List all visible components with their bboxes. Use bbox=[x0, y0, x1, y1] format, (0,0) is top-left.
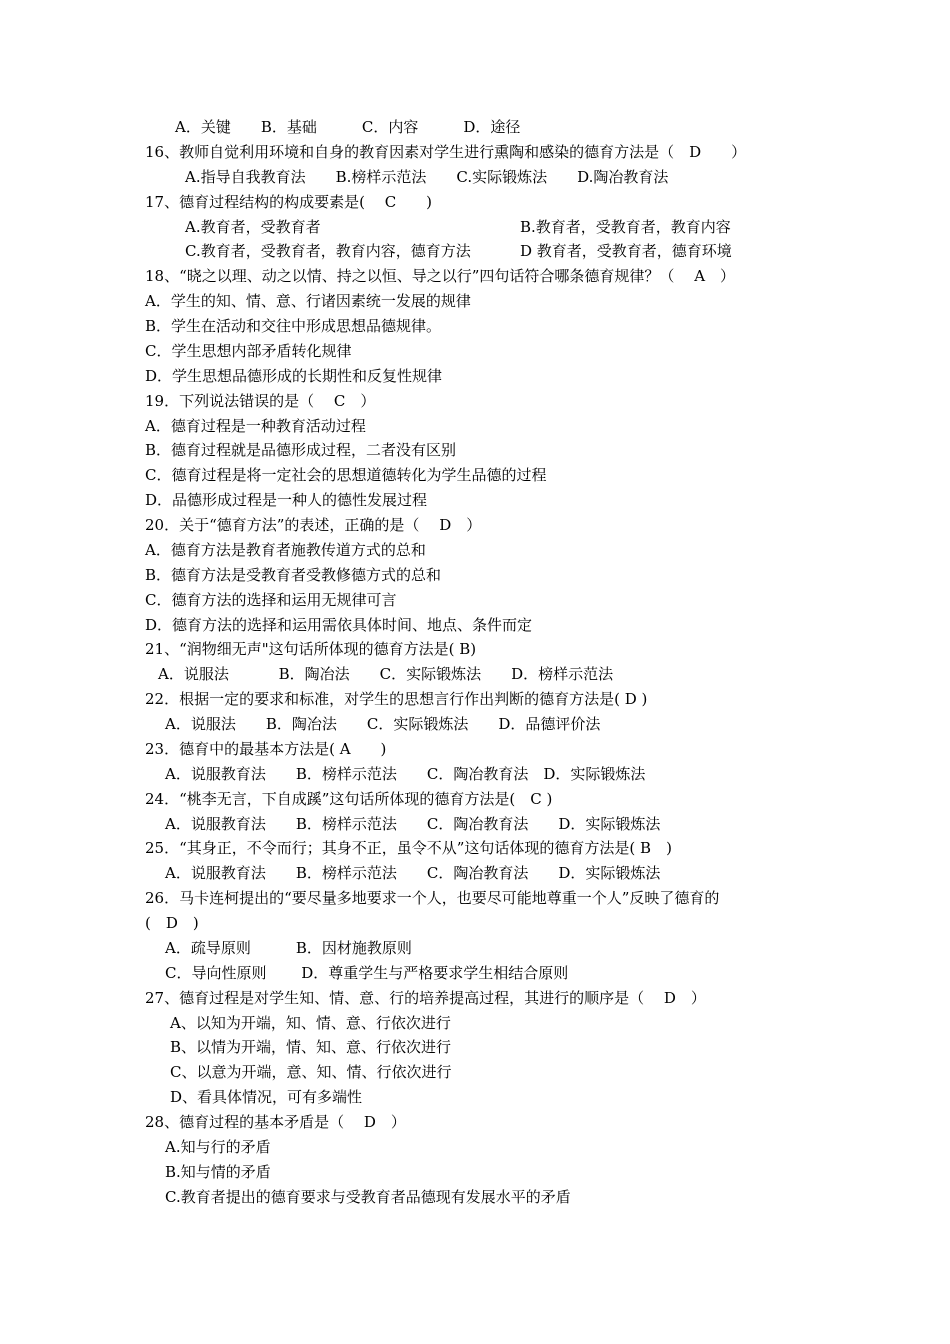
q20-stem: 20．关于“德育方法”的表述，正确的是（ D ） bbox=[145, 516, 482, 534]
q17-options-row2 bbox=[145, 239, 825, 264]
q19-option-c: C．德育过程是将一定社会的思想道德转化为学生品德的过程 bbox=[145, 466, 547, 485]
q15-options: A．关键 B．基础 C．内容 D．途径 bbox=[175, 118, 521, 136]
q24-stem: 24．“桃李无言，下自成蹊”这句话所体现的德育方法是( C ) bbox=[145, 789, 553, 808]
q23-options: A．说服教育法 B．榜样示范法 C．陶冶教育法 D．实际锻炼法 bbox=[165, 764, 646, 783]
q28-option-c: C.教育者提出的德育要求与受教育者品德现有发展水平的矛盾 bbox=[165, 1187, 571, 1206]
q17-option-c: C.教育者，受教育者，教育内容，德育方法 bbox=[185, 242, 471, 261]
q17-option-a: A.教育者，受教育者 bbox=[185, 217, 321, 236]
q20-option-c: C．德育方法的选择和运用无规律可言 bbox=[145, 590, 397, 609]
q27-option-a: A、以知为开端，知、情、意、行依次进行 bbox=[170, 1013, 451, 1032]
q24-options: A．说服教育法 B．榜样示范法 C．陶冶教育法 D．实际锻炼法 bbox=[165, 814, 661, 833]
q19-option-d: D．品德形成过程是一种人的德性发展过程 bbox=[145, 491, 428, 510]
q27-option-c: C、以意为开端，意、知、情、行依次进行 bbox=[170, 1063, 452, 1082]
q21-stem: 21、“润物细无声"这句话所体现的德育方法是( B) bbox=[145, 640, 477, 659]
q27-stem: 27、德育过程是对学生知、情、意、行的培养提高过程，其进行的顺序是（ D ） bbox=[145, 988, 706, 1007]
q27-option-b: B、以情为开端，情、知、意、行依次进行 bbox=[170, 1038, 452, 1057]
page-content bbox=[145, 115, 825, 1210]
q19-option-b: B．德育过程就是品德形成过程，二者没有区别 bbox=[145, 441, 457, 460]
q19-option-a: A．德育过程是一种教育活动过程 bbox=[145, 416, 366, 435]
q27-option-d: D、看具体情况，可有多端性 bbox=[170, 1088, 363, 1107]
q19-stem: 19．下列说法错误的是（ C ） bbox=[145, 391, 376, 410]
q25-stem: 25．“其身正，不令而行；其身不正，虽令不从”这句话体现的德育方法是( B ) bbox=[145, 839, 672, 858]
q26-stem: 26．马卡连柯提出的“要尽量多地要求一个人，也要尽可能地尊重一个人”反映了德育的 bbox=[145, 889, 720, 908]
q16-options: A.指导自我教育法 B.榜样示范法 C.实际锻炼法 D.陶冶教育法 bbox=[185, 167, 669, 186]
q25-options: A．说服教育法 B．榜样示范法 C．陶冶教育法 D．实际锻炼法 bbox=[165, 864, 661, 883]
q26-options-row1: A．疏导原则 B．因材施教原则 bbox=[165, 938, 412, 957]
q18-option-b: B．学生在活动和交往中形成思想品德规律。 bbox=[145, 317, 442, 335]
q18-option-a: A．学生的知、情、意、行诸因素统一发展的规律 bbox=[145, 292, 471, 311]
q17-stem: 17、德育过程结构的构成要素是( C ) bbox=[145, 192, 433, 211]
q17-option-b: B.教育者，受教育者，教育内容 bbox=[520, 217, 731, 236]
q18-stem: 18、“晓之以理、动之以情、持之以恒、导之以行”四句话符合哪条德育规律？（ A ） bbox=[145, 267, 736, 286]
q22-stem: 22．根据一定的要求和标准，对学生的思想言行作出判断的德育方法是( D ) bbox=[145, 690, 648, 709]
q21-options: A．说服法 B．陶冶法 C．实际锻炼法 D．榜样示范法 bbox=[158, 665, 614, 684]
q28-stem: 28、德育过程的基本矛盾是（ D ） bbox=[145, 1113, 406, 1131]
q26-options-row2: C．导向性原则 D．尊重学生与严格要求学生相结合原则 bbox=[165, 963, 569, 982]
q18-option-d: D．学生思想品德形成的长期性和反复性规律 bbox=[145, 366, 443, 385]
q17-option-d: D 教育者，受教育者，德育环境 bbox=[520, 242, 732, 261]
q18-option-c: C．学生思想内部矛盾转化规律 bbox=[145, 341, 352, 360]
q20-option-b: B．德育方法是受教育者受教修德方式的总和 bbox=[145, 565, 442, 584]
q16-stem: 16、教师自觉利用环境和自身的教育因素对学生进行熏陶和感染的德育方法是（ D ） bbox=[145, 142, 747, 161]
q26-answer: ( D ) bbox=[145, 914, 199, 932]
q22-options: A．说服法 B．陶冶法 C．实际锻炼法 D．品德评价法 bbox=[165, 715, 601, 733]
q20-option-d: D．德育方法的选择和运用需依具体时间、地点、条件而定 bbox=[145, 615, 533, 634]
q20-option-a: A．德育方法是教育者施教传道方式的总和 bbox=[145, 540, 426, 559]
q28-option-a: A.知与行的矛盾 bbox=[165, 1137, 271, 1156]
q17-options-row1 bbox=[145, 215, 825, 240]
q28-option-b: B.知与情的矛盾 bbox=[165, 1162, 271, 1181]
q23-stem: 23．德育中的最基本方法是( A ) bbox=[145, 739, 387, 758]
